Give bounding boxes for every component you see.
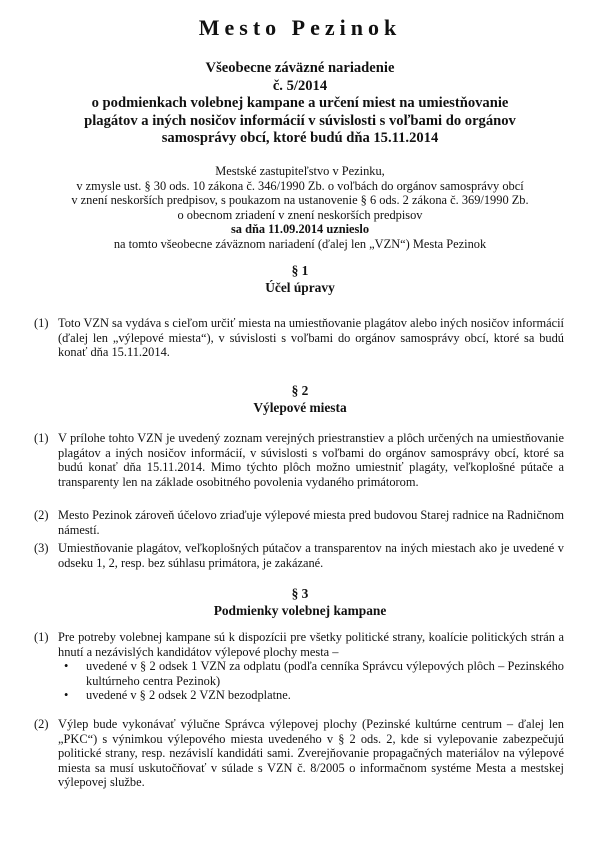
heading-line: Všeobecne záväzné nariadenie [205, 60, 395, 76]
section-1-heading [0, 262, 600, 296]
paragraph-number: (2) [34, 717, 49, 731]
bullet-list [58, 659, 564, 703]
preamble [30, 164, 570, 251]
heading-line: samosprávy obcí, ktoré budú dňa 15.11.2014 [161, 130, 439, 146]
paragraph-text: Toto VZN sa vydáva s cieľom určiť miesta na umiestňovanie plagátov alebo iných nosičov informácií (ďalej len „výlepové miesta“), v súvislosti s voľbami do orgánov samosprávy obcí, ktoré sa budú konať dňa 15.11.2014. [58, 316, 564, 360]
section-title: Účel úpravy [265, 280, 335, 295]
heading-line: plagátov a iných nosičov informácií v súvislosti s voľbami do orgánov [84, 112, 516, 129]
section-title: Výlepové miesta [253, 400, 347, 415]
paragraph-text: Umiestňovanie plagátov, veľkoplošných pútačov a transparentov na iných miestach ako je uvedené v odseku 1, 2, resp. bez súhlasu primátora, je zakázané. [58, 541, 564, 570]
preamble-line: na tomto všeobecne záväznom nariadení (ďalej len „VZN“) Mesta Pezinok [113, 236, 487, 251]
municipality-title: Mesto Pezinok [198, 15, 402, 40]
section-title: Podmienky volebnej kampane [213, 603, 387, 618]
section-2-paragraph-2 [34, 508, 564, 537]
preamble-line: v zmysle ust. § 30 ods. 10 zákona č. 346/1990 Zb. o voľbách do orgánov samosprávy obcí [76, 178, 524, 193]
heading-line: č. 5/2014 [272, 77, 328, 94]
section-number: § 3 [291, 586, 309, 601]
section-3-heading [0, 585, 600, 619]
section-3-paragraph-1 [34, 630, 564, 703]
section-number: § 2 [291, 383, 309, 398]
heading-line: o podmienkach volebnej kampane a určení miest na umiestňovanie [91, 95, 509, 111]
section-1-paragraph-1 [34, 316, 564, 360]
section-number: § 1 [291, 263, 309, 278]
section-2-paragraph-3 [34, 541, 564, 570]
paragraph-number: (1) [34, 630, 49, 644]
preamble-date-line: sa dňa 11.09.2014 uznieslo [230, 222, 370, 236]
list-item: • uvedené v § 2 odsek 2 VZN bezodplatne. [58, 688, 564, 703]
section-2-heading [0, 382, 600, 416]
paragraph-number: (1) [34, 431, 49, 445]
paragraph-number: (3) [34, 541, 49, 555]
preamble-line: v znení neskorších predpisov, s poukazom na ustanovenie § 6 ods. 2 zákona č. 369/1990 Zb. [71, 193, 529, 207]
paragraph-number: (2) [34, 508, 49, 522]
list-item: • uvedené v § 2 odsek 1 VZN za odplatu (podľa cenníka Správcu výlepových plôch – Pezinského kultúrneho centra Pezinok) [58, 659, 564, 688]
section-3-paragraph-2 [34, 717, 564, 790]
paragraph-text: Mesto Pezinok zároveň účelovo zriaďuje výlepové miesta pred budovou Starej radnice na Radničnom námestí. [58, 508, 564, 537]
paragraph-text: Pre potreby volebnej kampane sú k dispozícii pre všetky politické strany, koalície politických strán a hnutí a nezávislých kandidátov výlepové plochy mesta – [58, 630, 564, 659]
paragraph-text: Výlep bude vykonávať výlučne Správca výlepovej plochy (Pezinské kultúrne centrum – ďalej len „PKC“) s výnimkou výlepového miesta uvedeného v § 2 ods. 2, kde si vylepovanie zabezpečujú politické strany, resp. nezávislí kandidáti sami. Zverejňovanie propagačných materiálov na výlepové miesta sa musí uskutočňovať v súlade s VZN č. 8/2005 o informačnom systéme Mesta a mestskej výlepovej službe. [58, 717, 564, 790]
regulation-heading [40, 60, 560, 148]
paragraph-text: V prílohe tohto VZN je uvedený zoznam verejných priestranstiev a plôch určených na umiestňovanie plagátov a iných nosičov informácií, v súvislosti s voľbami do orgánov samosprávy obcí, ktoré sa budú konať dňa 15.11.2014. Mimo týchto plôch možno umiestniť plagáty, veľkoplošné pútače a transparenty len na základe osobitného povolenia vydaného primátorom. [58, 431, 564, 489]
preamble-line: o obecnom zriadení v znení neskorších predpisov [177, 207, 423, 222]
section-2-paragraph-1 [34, 431, 564, 489]
preamble-line: Mestské zastupiteľstvo v Pezinku, [215, 164, 385, 178]
paragraph-number: (1) [34, 316, 49, 330]
